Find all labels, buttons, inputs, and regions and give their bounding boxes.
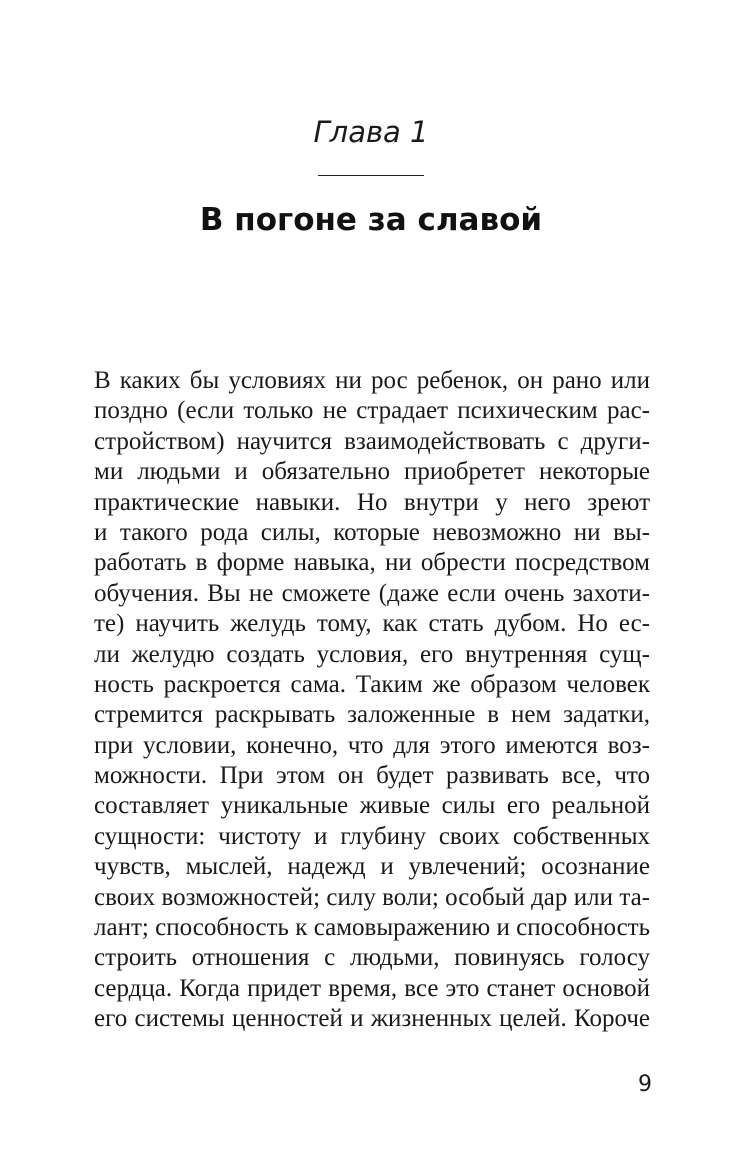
text-line: лант; способность к самовыражению и способность <box>94 914 650 942</box>
chapter-divider <box>318 175 424 176</box>
text-line: В каких бы условиях ни рос ребенок, он рано или <box>94 367 650 394</box>
text-line: строить отношения с людьми, повинуясь голосу <box>94 944 650 972</box>
text-line: те) научить желудь тому, как стать дубом. Но ес- <box>94 610 650 638</box>
text-line: при условии, конечно, что для этого имеются воз- <box>94 731 650 759</box>
text-line: чувств, мыслей, надежд и увлечений; осознание <box>94 853 650 881</box>
text-line: составляет уникальные живые силы его реальной <box>94 792 650 820</box>
text-line: обучения. Вы не сможете (даже если очень захоти- <box>94 579 650 607</box>
text-line: стройством) научится взаимодействовать с други- <box>94 427 650 455</box>
text-line: можности. При этом он будет развивать все, что <box>94 762 650 790</box>
text-line: своих возможностей; силу воли; особый дар или та- <box>94 883 650 911</box>
text-line: стремится раскрывать заложенные в нем задатки, <box>94 701 650 729</box>
chapter-label: Глава 1 <box>313 115 429 149</box>
text-line: и такого рода силы, которые невозможно ни вы- <box>94 518 650 546</box>
text-line: практические навыки. Но внутри у него зреют <box>94 488 650 516</box>
text-line: ность раскроется сама. Таким же образом человек <box>94 670 650 698</box>
text-line: ми людьми и обязательно приобретет некоторые <box>94 458 650 486</box>
text-line: сердца. Когда придет время, все это станет основой <box>94 974 650 1002</box>
page-number: 9 <box>638 1072 652 1097</box>
text-line: работать в форме навыка, ни обрести посредством <box>94 549 650 577</box>
chapter-title: В погоне за славой <box>199 202 543 238</box>
text-line: сущности: чистоту и глубину своих собственных <box>94 822 650 850</box>
body-paragraph <box>94 366 650 1035</box>
text-line: ли желудю создать условия, его внутренняя сущ- <box>94 640 650 668</box>
text-line: его системы ценностей и жизненных целей. Короче <box>94 1005 650 1033</box>
text-line: поздно (если только не страдает психическим рас- <box>94 397 650 425</box>
